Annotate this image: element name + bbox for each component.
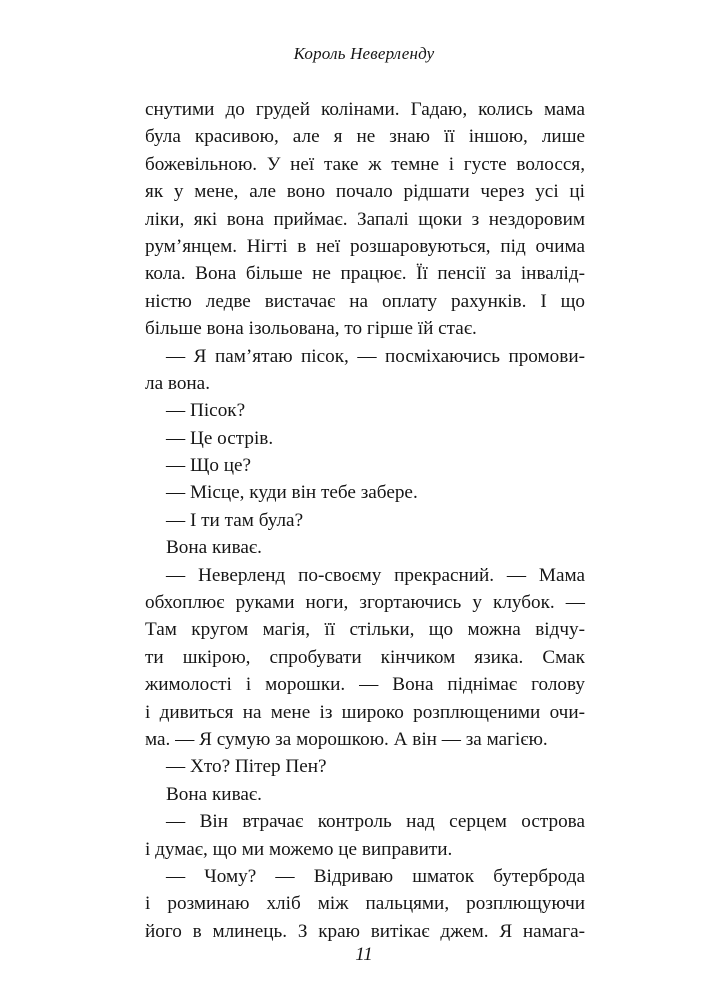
text-line: божевільною. У неї таке ж темне і густе волосся, [145,153,585,175]
text-line: — Що це? [166,455,252,477]
text-line: — Він втрачає контроль над серцем острова [166,811,585,833]
text-line: його в млинець. З краю витікає джем. Я намага- [145,920,585,942]
text-line: кола. Вона більше не працює. Її пенсії за інвалід- [145,263,585,285]
text-line: ла вона. [145,372,210,394]
running-header-title: Король Неверленду [293,44,435,63]
text-line: ліки, які вона приймає. Запалі щоки з нездоровим [145,208,585,230]
text-line: — Чому? — Відриваю шматок бутерброда [166,865,585,887]
text-line: — Пісок? [166,400,246,422]
text-line: ти шкірою, спробувати кінчиком язика. Смак [145,646,585,668]
text-line: більше вона ізольована, то гірше їй стає. [145,318,477,340]
text-line: і розминаю хліб між пальцями, розплющуючи [145,893,585,915]
text-line: — Хто? Пітер Пен? [166,756,327,778]
text-line: — Місце, куди він тебе забере. [166,482,418,504]
text-line: рум’янцем. Нігті в неї розшаровуються, під очима [145,235,585,257]
body-text [145,96,585,945]
page-number: 11 [355,944,373,965]
text-line: — І ти там була? [166,509,304,531]
text-line: була красивою, але я не знаю її іншою, лише [145,126,585,148]
text-line: обхоплює руками ноги, згортаючись у клубок. — [145,592,585,614]
text-line: — Це острів. [166,427,274,449]
text-line: Там кругом магія, її стільки, що можна відчу- [145,619,585,641]
text-line: ма. — Я сумую за морошкою. А він — за магією. [145,728,548,750]
text-line: ністю ледве вистачає на оплату рахунків. І що [145,290,585,312]
text-line: — Неверленд по-своєму прекрасний. — Мама [166,564,585,586]
text-line: — Я пам’ятаю пісок, — посміхаючись промови- [166,345,585,367]
text-line: Вона киває. [166,783,262,805]
text-line: і дивиться на мене із широко розплющеними очи- [145,701,585,723]
text-line: жимолості і морошки. — Вона піднімає голову [145,674,585,696]
text-line: як у мене, але воно почало рідшати через усі ці [145,181,585,203]
text-line: і думає, що ми можемо це виправити. [145,838,453,860]
text-line: Вона киває. [166,537,262,559]
text-line: снутими до грудей колінами. Гадаю, колись мама [145,99,585,120]
